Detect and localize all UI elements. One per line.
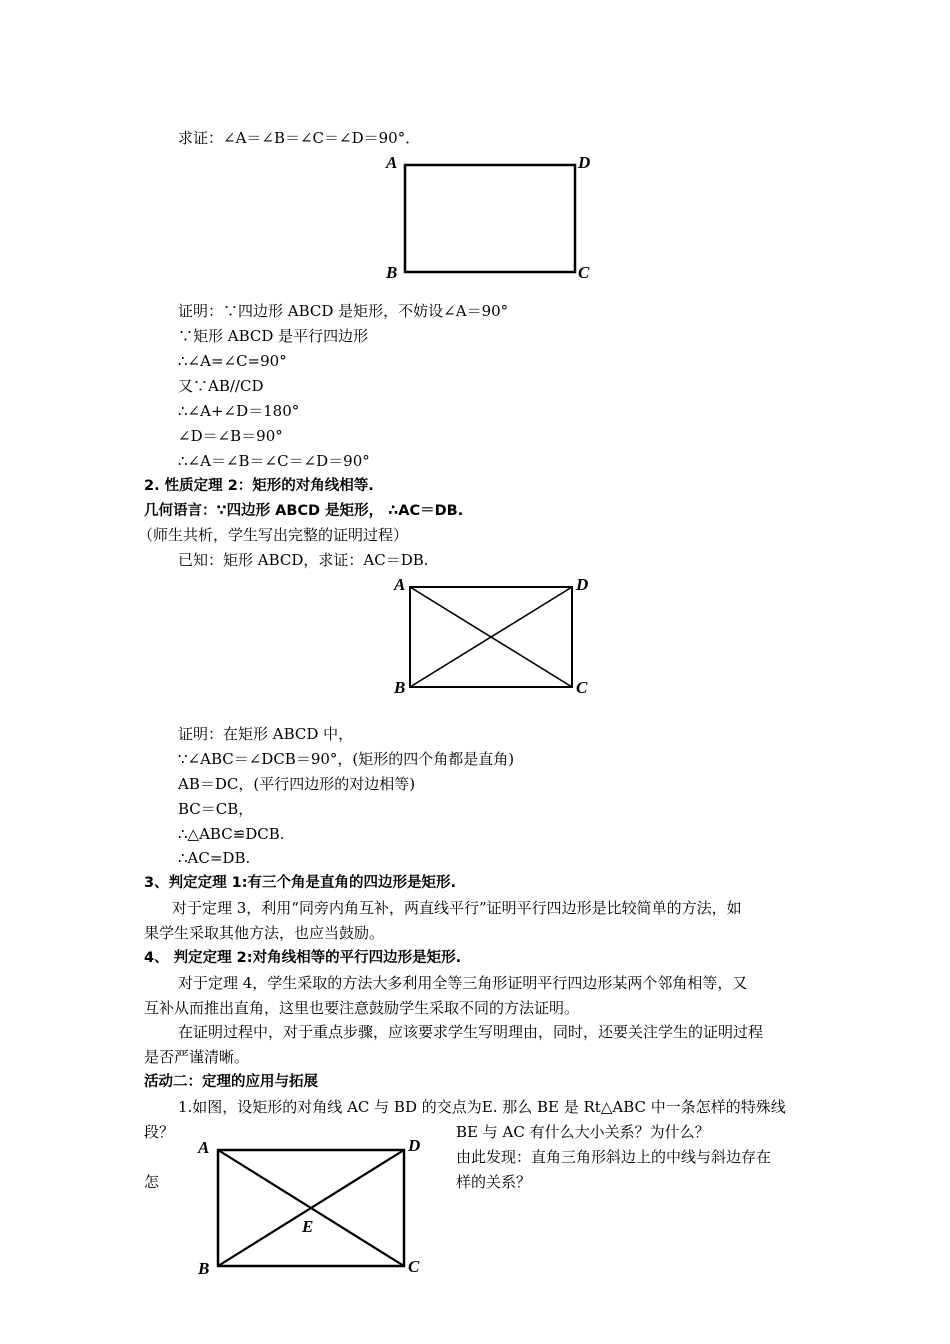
prove-statement: 求证：∠A＝∠B＝∠C＝∠D＝90°． [178,129,421,147]
activity2-left-text: 怎 [144,1173,160,1191]
label-b: B [394,678,406,697]
label-b: B [198,1259,210,1278]
rectangle-abcd-1 [405,165,575,272]
proof1-line-7: ∴∠A＝∠B＝∠C＝∠D＝90° [178,452,370,470]
label-d: D [578,153,591,172]
proof1-line-2: ∵矩形 ABCD 是平行四边形 [178,327,369,345]
theorem3-para-2: 果学生采取其他方法，也应当鼓励。 [144,924,385,942]
label-c: C [578,263,590,282]
theorem4-para-4: 是否严谨清晰。 [144,1048,250,1066]
proof1-line-1: 证明：∵四边形 ABCD 是矩形，不妨设∠A＝90° [178,302,509,320]
label-b: B [386,263,398,282]
proof2-line-5: ∴△ABC≌DCB. [178,825,285,843]
label-a: A [386,153,398,172]
rectangle-figure-1 [380,150,600,285]
theorem4-para-2: 互补从而推出直角，这里也要注意鼓励学生采取不同的方法证明。 [144,999,580,1017]
activity2-q1-line-1: 1.如图，设矩形的对角线 AC 与 BD 的交点为E. 那么 BE 是 Rt△ABC 中一条怎样的特殊线 [178,1098,786,1116]
theorem2-note: （师生共析，学生写出完整的证明过程） [138,526,409,544]
theorem4-heading: 4、 判定定理 2:对角线相等的平行四边形是矩形. [144,950,462,966]
label-c: C [408,1257,420,1276]
proof2-line-4: BC＝CB， [178,800,254,818]
proof1-line-6: ∠D＝∠B＝90° [178,427,283,445]
label-d: D [576,575,589,594]
proof1-line-3: ∴∠A=∠C=90° [178,352,287,370]
theorem2-language: 几何语言：∵四边形 ABCD 是矩形， ∴AC＝DB. [144,503,464,519]
theorem3-para-1: 对于定理 3，利用“同旁内角互补，两直线平行”证明平行四边形是比较简单的方法，如 [172,899,742,917]
label-e: E [302,1217,314,1236]
theorem4-para-3: 在证明过程中，对于重点步骤，应该要求学生写明理由，同时，还要关注学生的证明过程 [178,1023,764,1041]
proof2-line-1: 证明：在矩形 ABCD 中， [178,725,354,743]
rectangle-figure-2 [390,572,600,697]
proof1-line-4: 又∵AB//CD [178,377,264,395]
label-a: A [394,575,406,594]
activity2-heading: 活动二：定理的应用与拓展 [144,1074,318,1090]
proof2-line-3: AB＝DC，(平行四边形的对边相等) [178,775,416,793]
proof1-line-5: ∴∠A+∠D＝180° [178,402,300,420]
activity2-side-text-3: 样的关系？ [456,1173,532,1191]
theorem4-para-1: 对于定理 4，学生采取的方法大多利用全等三角形证明平行四边形某两个邻角相等，又 [178,974,748,992]
theorem2-given: 已知：矩形 ABCD，求证：AC＝DB. [178,551,429,569]
activity2-side-text-1: BE 与 AC 有什么大小关系？为什么？ [456,1123,710,1141]
proof2-line-2: ∵∠ABC＝∠DCB＝90°，(矩形的四个角都是直角) [178,750,515,768]
theorem2-heading: 2. 性质定理 2：矩形的对角线相等. [144,478,374,494]
activity2-q1-line-2: 段？ [144,1123,175,1141]
label-a: A [198,1138,210,1157]
rectangle-figure-3 [196,1134,436,1282]
label-c: C [576,678,588,697]
theorem3-heading: 3、判定定理 1:有三个角是直角的四边形是矩形. [144,875,457,891]
label-d: D [408,1136,421,1155]
activity2-side-text-2: 由此发现：直角三角形斜边上的中线与斜边存在 [456,1148,772,1166]
proof2-line-6: ∴AC=DB. [178,849,251,867]
